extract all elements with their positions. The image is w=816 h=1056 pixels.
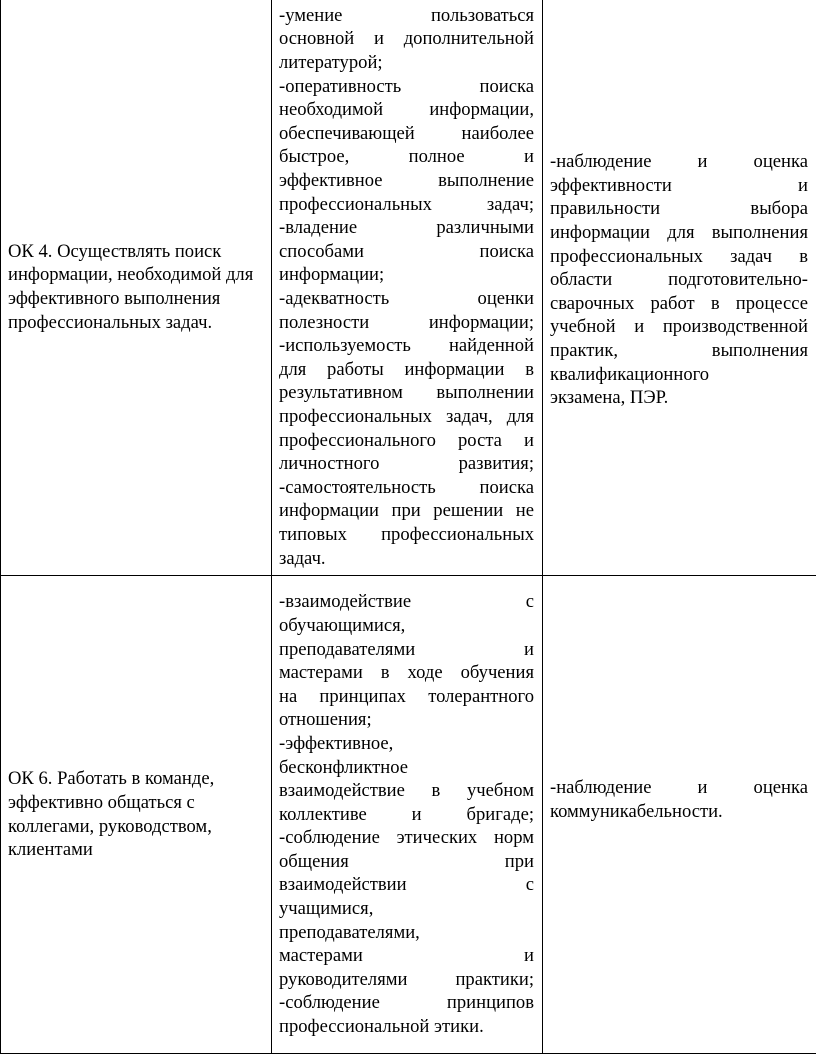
competence-cell bbox=[1, 0, 272, 576]
indicator-line: общения при bbox=[279, 850, 534, 872]
assessment-line: -наблюдение и оценка bbox=[550, 776, 808, 798]
assessment-cell bbox=[543, 0, 816, 576]
indicator-line: задач. bbox=[279, 547, 326, 569]
indicator-line: личностного развития; bbox=[279, 453, 534, 475]
indicator-line: -соблюдение этических норм bbox=[279, 827, 534, 849]
indicator-line: отношения; bbox=[279, 709, 372, 731]
assessment-line: области подготовительно- bbox=[550, 269, 808, 291]
indicator-line: -оперативность поиска bbox=[279, 75, 534, 97]
indicator-line: типовых профессиональных bbox=[279, 523, 534, 545]
indicator-line: мастерами в ходе обучения bbox=[279, 662, 534, 684]
assessment-line: практик, выполнения bbox=[550, 339, 808, 361]
indicator-line: профессиональных задач, для bbox=[279, 405, 534, 427]
indicator-line: -умение пользоваться bbox=[279, 4, 534, 26]
indicator-line: полезности информации; bbox=[279, 311, 534, 333]
indicator-line: литературой; bbox=[279, 52, 383, 74]
assessment-line: профессиональных задач в bbox=[550, 245, 808, 267]
assessment-cell bbox=[543, 576, 816, 1054]
indicator-line: мастерами и bbox=[279, 945, 534, 967]
assessment-line: квалификационного bbox=[550, 363, 710, 385]
indicator-line: взаимодействие в учебном bbox=[279, 780, 534, 802]
competence-text: ОК 6. Работать в команде, эффективно общаться с коллегами, руководством, клиентами bbox=[8, 768, 215, 861]
indicator-line: для работы информации в bbox=[279, 358, 534, 380]
indicator-line: руководителями практики; bbox=[279, 968, 534, 990]
indicator-line: -адекватность оценки bbox=[279, 288, 534, 309]
indicator-line: профессиональных задач; bbox=[279, 193, 534, 215]
indicator-line: -владение различными bbox=[279, 217, 534, 239]
assessment-line: эффективности и bbox=[550, 174, 808, 196]
indicator-line: быстрое, полное и bbox=[279, 146, 534, 168]
indicator-line: обучающимися, bbox=[279, 614, 406, 636]
indicator-line: учащимися, bbox=[279, 898, 374, 920]
assessment-line: коммуникабельности. bbox=[550, 800, 723, 822]
indicator-line: взаимодействии с bbox=[279, 874, 534, 896]
assessment-line: правильности выбора bbox=[550, 198, 808, 220]
table-row bbox=[1, 576, 816, 1054]
competence-cell bbox=[1, 576, 272, 1054]
table-row bbox=[1, 0, 816, 576]
indicator-line: информации; bbox=[279, 264, 385, 286]
indicators-cell bbox=[272, 576, 543, 1054]
indicators-cell bbox=[272, 0, 543, 576]
indicator-line: преподавателями и bbox=[279, 638, 534, 660]
competence-text: ОК 4. Осуществлять поиск информации, необходимой для эффективного выполнения профессиональных задач. bbox=[8, 240, 254, 333]
indicator-line: профессиональной этики. bbox=[279, 1016, 484, 1038]
assessment-line: учебной и производственной bbox=[550, 316, 808, 338]
indicator-line: бесконфликтное bbox=[279, 756, 408, 778]
indicator-line: информации при решении не bbox=[279, 500, 534, 522]
indicator-line: обеспечивающей наиболее bbox=[279, 122, 534, 144]
indicator-line: способами поиска bbox=[279, 240, 534, 262]
indicator-line: необходимой информации, bbox=[279, 99, 534, 121]
assessment-line: информации для выполнения bbox=[550, 222, 808, 244]
indicator-line: -взаимодействие с bbox=[279, 591, 534, 613]
indicator-line: на принципах толерантного bbox=[279, 685, 534, 707]
indicator-line: -эффективное, bbox=[279, 732, 394, 754]
assessment-line: сварочных работ в процессе bbox=[550, 292, 808, 314]
indicator-line: -самостоятельность поиска bbox=[279, 476, 534, 498]
indicator-line: -используемость найденной bbox=[279, 335, 534, 357]
indicator-line: основной и дополнительной bbox=[279, 28, 534, 50]
assessment-line: экзамена, ПЭР. bbox=[550, 387, 669, 409]
indicator-line: профессионального роста и bbox=[279, 429, 534, 451]
indicator-line: коллективе и бригаде; bbox=[279, 803, 534, 825]
indicator-line: эффективное выполнение bbox=[279, 170, 534, 192]
indicator-line: результативном выполнении bbox=[279, 382, 534, 404]
indicator-line: преподавателями, bbox=[279, 921, 420, 943]
assessment-line: -наблюдение и оценка bbox=[550, 151, 808, 173]
indicator-line: -соблюдение принципов bbox=[279, 992, 534, 1014]
